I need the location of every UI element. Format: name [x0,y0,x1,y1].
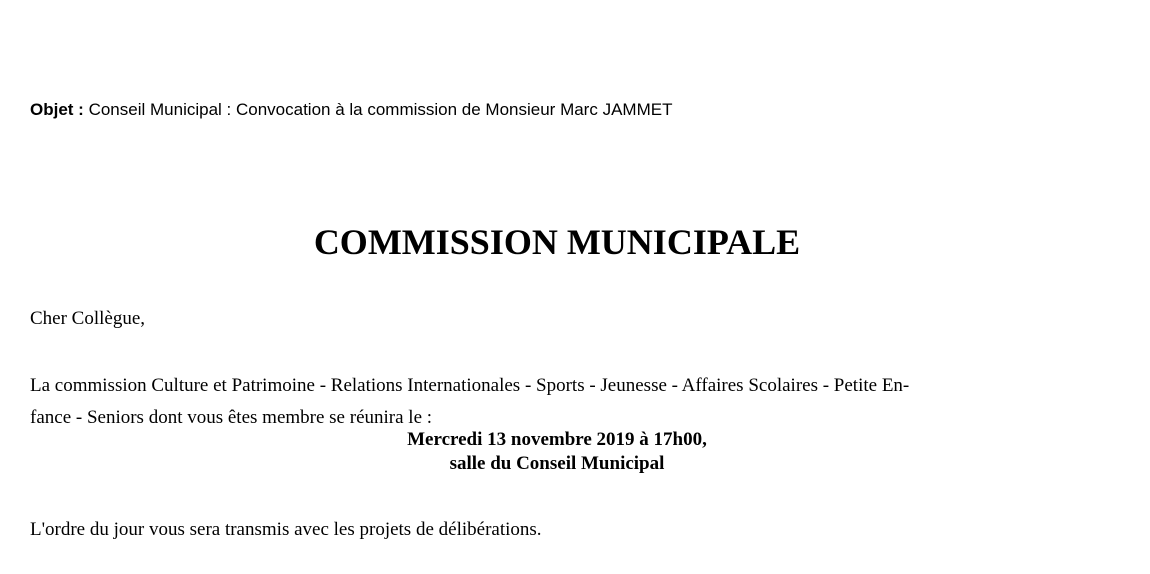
document-title: COMMISSION MUNICIPALE [313,222,801,262]
meeting-date: Mercredi 13 novembre 2019 à 17h00, [407,429,707,450]
subject-line [30,99,672,121]
meeting-details [0,428,1114,476]
salutation: Cher Collègue, [30,308,146,329]
subject-text: Conseil Municipal : Convocation à la commission de Monsieur Marc JAMMET [88,100,673,119]
agenda-note: L'ordre du jour vous sera transmis avec les projets de délibérations. [30,519,542,540]
subject-label: Objet : [30,100,84,119]
body-line-1: La commission Culture et Patrimoine - Relations Internationales - Sports - Jeunesse - Affaires Scolaires - Petite En- [30,375,910,396]
meeting-place: salle du Conseil Municipal [449,453,665,474]
body-paragraph [30,370,1090,434]
body-line-2: fance - Seniors dont vous êtes membre se réunira le : [30,407,433,428]
